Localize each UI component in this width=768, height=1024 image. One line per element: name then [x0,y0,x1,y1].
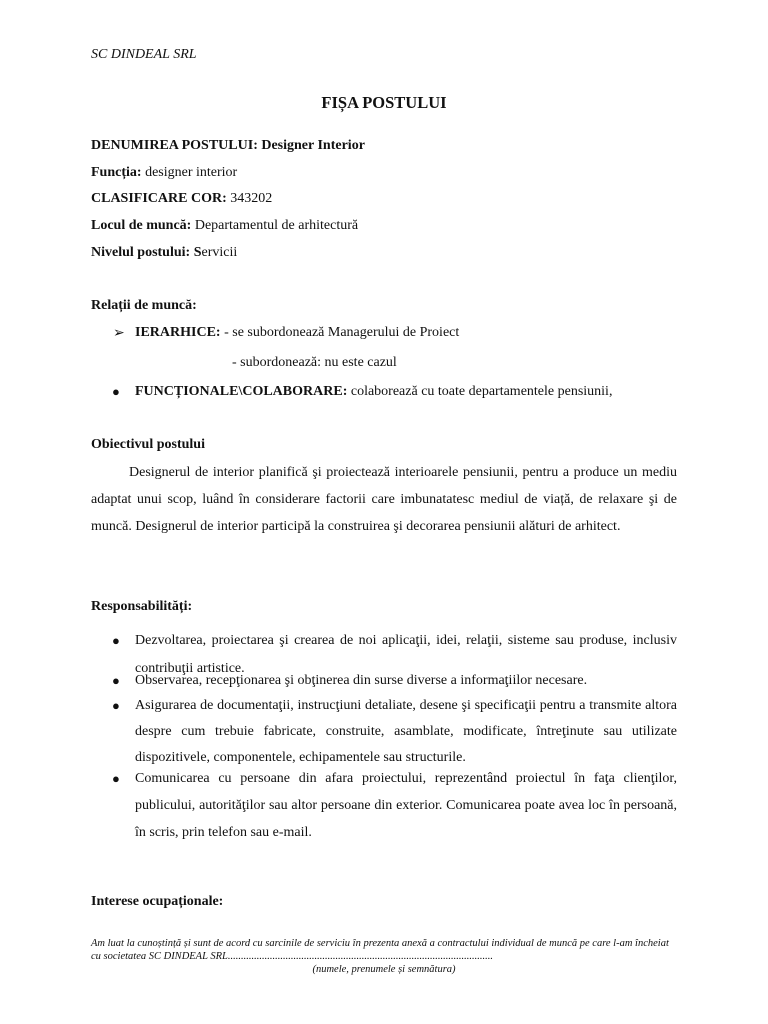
hierarchy-label: IERARHICE: [135,325,221,340]
field-value: Designer Interior [257,138,365,153]
functional-line [135,384,612,400]
company-name: SC DINDEAL SRL [91,47,197,62]
field-value: designer interior [141,165,238,180]
hierarchy-value: - se subordonează Managerului de Proiect [220,325,460,340]
objective-heading: Obiectivul postului [91,437,205,452]
responsibility-text: Comunicarea cu persoane din afara proiectului, reprezentând proiectul în faţa clienţilor, publicului, autorităţilor sau altor persoane din exterior. Comunicarea poate avea loc în persoană, în scris, prin telefon sau e-mail. [135,771,677,840]
responsibility-text: Asigurarea de documentaţii, instrucţiuni detaliate, desene şi specificaţii pentru a transmite altora despre cum trebuie fabricate, construite, asamblate, modificate, întreţinute sau utilizate dispozitivele, componentele, echipamentele sau structurile. [135,698,677,765]
responsibility-text: Observarea, recepţionarea şi obţinerea din surse diverse a informaţiilor necesare. [135,673,588,688]
field-level [91,245,237,261]
responsibility-item [91,672,677,690]
field-function [91,165,237,181]
subordinate-line: - subordonează: nu este cazul [232,355,397,370]
functional-label: FUNCȚIONALE\COLABORARE: [135,384,348,399]
field-label: Locul de muncă: [91,218,192,233]
bullet-icon: ● [112,698,120,713]
hierarchy-line [135,325,459,341]
relations-hierarchy [91,325,677,343]
signature-caption: (numele, prenumele și semnătura) [312,964,456,975]
relations-functional [91,384,677,402]
field-value: 343202 [226,191,273,206]
interests-heading: Interese ocupaționale: [91,894,224,909]
functional-value: colaborează cu toate departamentele pensiunii, [347,384,613,399]
field-label: CLASIFICARE COR: [91,191,227,206]
document-title: FIȘA POSTULUI [321,93,447,112]
responsibility-item [91,693,677,771]
responsibilities-heading: Responsabilități: [91,599,193,614]
relations-heading: Relații de muncă: [91,298,197,313]
field-label: Funcția: [91,165,142,180]
bullet-icon: ● [112,673,120,688]
field-job-name [91,138,365,154]
responsibility-text: Dezvoltarea, proiectarea şi crearea de noi aplicaţii, idei, relaţii, sisteme sau produse, inclusiv contribuţii artistice. [135,633,677,676]
bullet-icon: ● [112,771,120,786]
field-value: Departamentul de arhitectură [191,218,359,233]
bullet-icon: ● [112,384,120,399]
field-workplace [91,218,358,234]
field-value: ervicii [201,245,238,260]
responsibility-item [91,765,677,846]
acknowledgement-note: Am luat la cunoștință și sunt de acord cu sarcinile de serviciu în prezenta anexă a contractului individual de muncă pe care l-am încheiat cu societatea SC DINDEAL SRL..................................................................................................... [91,938,669,962]
field-value-lead: S [190,245,202,260]
field-cor-code [91,191,272,207]
field-label: DENUMIREA POSTULUI: [91,138,258,153]
arrow-bullet-icon: ➢ [113,326,125,341]
objective-text: Designerul de interior planifică şi proiectează interioarele pensiunii, pentru a produce un mediu adaptat unui scop, luând în considerare factorii care imbunatatesc mediul de viață, de relaxare şi de muncă. Designerul de interior participă la construirea şi decorarea pensiunii alături de arhitect. [91,465,677,534]
field-label: Nivelul postului: [91,245,191,260]
bullet-icon: ● [112,633,120,648]
